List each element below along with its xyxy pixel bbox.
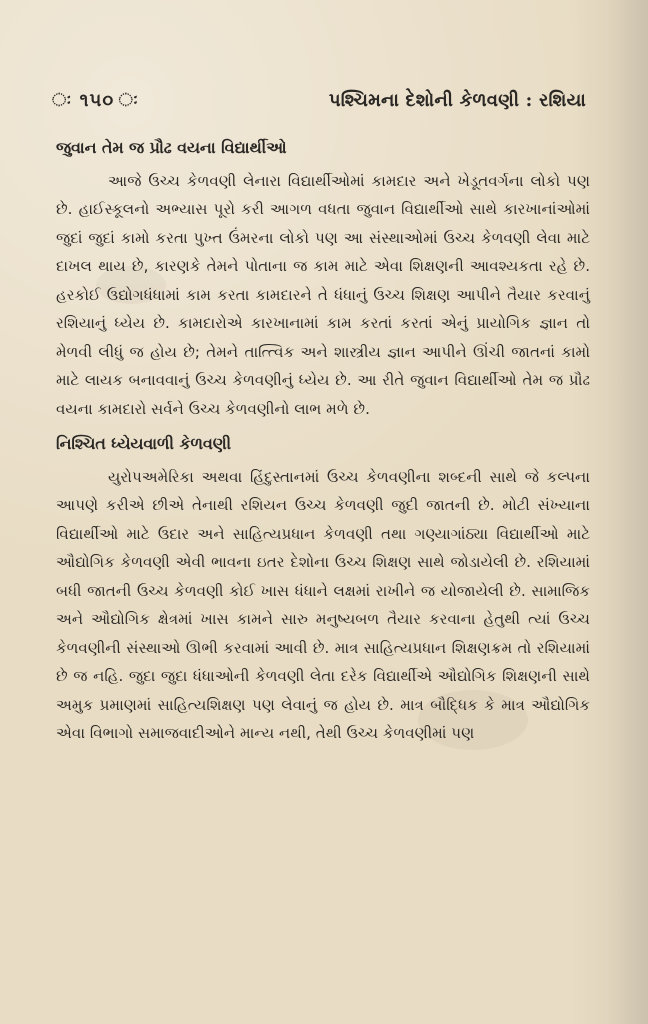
running-title: પશ્ચિમના દેશોની કેળવણી : રશિયા xyxy=(328,89,586,111)
section-heading: નિશ્ચિત ધ્યેયવાળી કેળવણી xyxy=(56,434,232,453)
page-content xyxy=(56,134,590,748)
section-paragraph: આજે ઉચ્ચ કેળવણી લેનારા વિદ્યાર્થીઓમાં કામદાર અને ખેડૂતવર્ગના લોકો પણ છે. હાઈસ્કૂલનો અભ્યાસ પૂરો કરી આગળ વધતા જુવાન વિદ્યાર્થીઓ સાથે કારખાનાંઓમાં જુદાં જુદાં કામો કરતા પુખ્ત ઉંમરના લોકો પણ આ સંસ્થાઓમાં ઉચ્ચ કેળવણી લેવા માટે દાખલ થાય છે, કારણકે તેમને પોતાના જ કામ માટે એવા શિક્ષણની આવશ્યકતા રહે છે. હરકોઈ ઉદ્યોગધંધામાં કામ કરતા કામદારને તે ધંધાનું ઉચ્ચ શિક્ષણ આપીને તૈયાર કરવાનું રશિયાનું ધ્યેય છે. કામદારોએ કારખાનામાં કામ કરતાં કરતાં એનું પ્રાયોગિક જ્ઞાન તો મેળવી લીધું જ હોય છે; તેમને તાત્ત્વિક અને શાસ્ત્રીય જ્ઞાન આપીને ઊંચી જાતનાં કામો માટે લાયક બનાવવાનું ઉચ્ચ કેળવણીનું ધ્યેય છે. આ રીતે જુવાન વિદ્યાર્થીઓ તેમ જ પ્રૌઢ વયના કામદારો સર્વને ઉચ્ચ કેળવણીનો લાભ મળે છે. xyxy=(56,171,590,418)
page-header xyxy=(52,84,586,116)
section-heading: જુવાન તેમ જ પ્રૌઢ વયના વિદ્યાર્થીઓ xyxy=(56,138,287,157)
page-number: ઃ ૧૫૦ ઃ xyxy=(52,89,140,111)
section-paragraph: યુરોપઅમેરિકા અથવા હિંદુસ્તાનમાં ઉચ્ચ કેળવણીના શબ્દની સાથે જે કલ્પના આપણે કરીએ છીએ તેનાથી રશિયન ઉચ્ચ કેળવણી જુદી જાતની છે. મોટી સંખ્યાના વિદ્યાર્થીઓ માટે ઉદાર અને સાહિત્યપ્રધાન કેળવણી તથા ગણ્યાગાંઠ્યા વિદ્યાર્થીઓ માટે ઔદ્યોગિક કેળવણી એવી ભાવના ઇતર દેશોના ઉચ્ચ શિક્ષણ સાથે જોડાયેલી છે. રશિયામાં બધી જાતની ઉચ્ચ કેળવણી કોઈ ખાસ ધંધાને લક્ષમાં રાખીને જ યોજાયેલી છે. સામાજિક અને ઔદ્યોગિક ક્ષેત્રમાં ખાસ કામને સારુ મનુષ્યબળ તૈયાર કરવાના હેતુથી ત્યાં ઉચ્ચ કેળવણીની સંસ્થાઓ ઊભી કરવામાં આવી છે. માત્ર સાહિત્યપ્રધાન શિક્ષણક્રમ તો રશિયામાં છે જ નહિ. જુદા જુદા ધંધાઓની કેળવણી લેતા દરેક વિદ્યાર્થીએ ઔદ્યોગિક શિક્ષણની સાથે અમુક પ્રમાણમાં સાહિત્યશિક્ષણ પણ લેવાનું જ હોય છે. માત્ર બૌદ્ધિક કે માત્ર ઔદ્યોગિક એવા વિભાગો સમાજવાદીઓને માન્ય નથી, તેથી ઉચ્ચ કેળવણીમાં પણ xyxy=(56,467,590,742)
page-gutter-shadow xyxy=(606,0,648,1024)
